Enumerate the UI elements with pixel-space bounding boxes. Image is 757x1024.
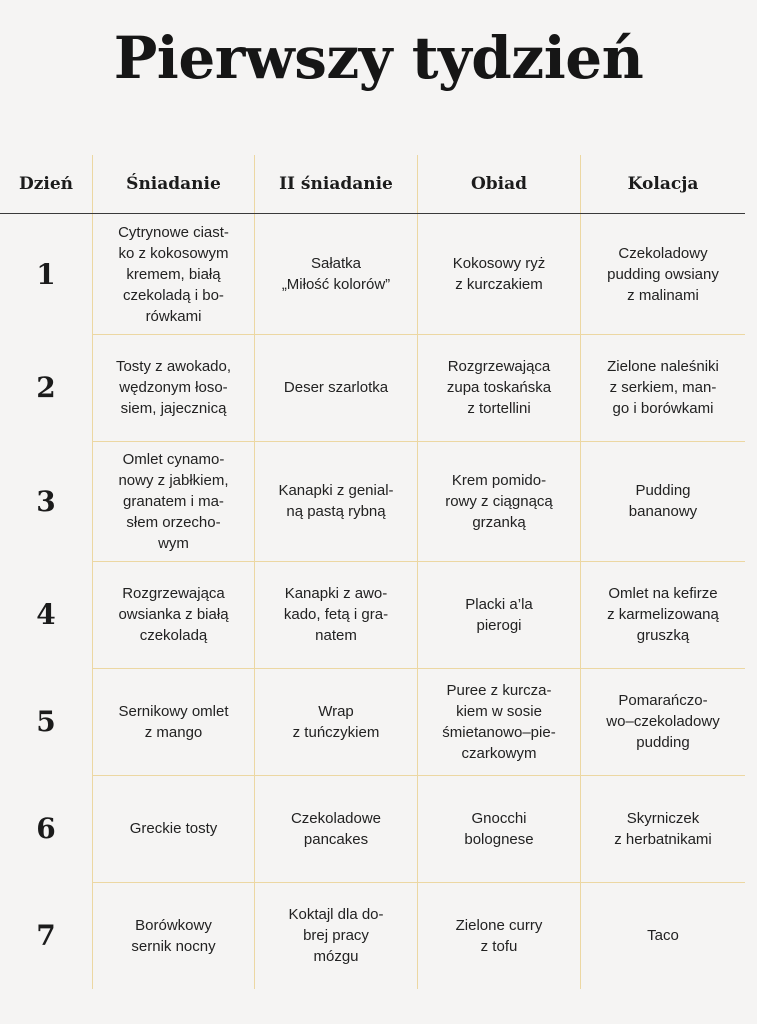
day-number: 2 [36, 371, 56, 404]
dinner-cell: Zielone naleśniki z serkiem, man- go i borówkami [580, 334, 745, 441]
day-number: 3 [36, 484, 56, 518]
table-row [0, 214, 745, 334]
header-lunch: Obiad [417, 155, 580, 213]
dinner-cell: Czekoladowy pudding owsiany z malinami [580, 214, 745, 334]
table-row [0, 882, 745, 989]
dinner-cell: Pomarańczo- wo–czekoladowy pudding [580, 668, 745, 775]
day-number: 4 [36, 598, 56, 631]
table-row [0, 668, 745, 775]
day-number: 5 [36, 705, 56, 738]
header-breakfast: Śniadanie [92, 155, 254, 213]
page-title: Pierwszy tydzień [113, 24, 644, 92]
header-day: Dzień [18, 174, 74, 194]
header-dinner: Kolacja [580, 155, 745, 213]
second-breakfast-cell: Koktajl dla do- brej pracy mózgu [254, 882, 417, 989]
lunch-cell: Puree z kurcza- kiem w sosie śmietanowo–pie- czarkowym [417, 668, 580, 775]
breakfast-cell: Sernikowy omlet z mango [92, 668, 254, 775]
day-number: 1 [36, 257, 56, 291]
dinner-cell: Omlet na kefirze z karmelizowaną gruszką [580, 561, 745, 668]
second-breakfast-cell: Kanapki z awo- kado, fetą i gra- natem [254, 561, 417, 668]
dinner-cell: Taco [580, 882, 745, 989]
breakfast-cell: Borówkowy sernik nocny [92, 882, 254, 989]
table-row [0, 441, 745, 561]
dinner-cell: Pudding bananowy [580, 441, 745, 561]
dinner-cell: Skyrniczek z herbatnikami [580, 775, 745, 882]
meal-plan-table [0, 155, 745, 989]
header-second-breakfast: II śniadanie [254, 155, 417, 213]
second-breakfast-cell: Wrap z tuńczykiem [254, 668, 417, 775]
second-breakfast-cell: Kanapki z genial- ną pastą rybną [254, 441, 417, 561]
breakfast-cell: Greckie tosty [92, 775, 254, 882]
second-breakfast-cell: Czekoladowe pancakes [254, 775, 417, 882]
second-breakfast-cell: Sałatka „Miłość kolorów” [254, 214, 417, 334]
second-breakfast-cell: Deser szarlotka [254, 334, 417, 441]
table-header-row [0, 155, 745, 214]
day-number: 7 [36, 919, 56, 952]
lunch-cell: Gnocchi bolognese [417, 775, 580, 882]
breakfast-cell: Rozgrzewająca owsianka z białą czekoladą [92, 561, 254, 668]
breakfast-cell: Tosty z awokado, wędzonym łoso- siem, jajecznicą [92, 334, 254, 441]
lunch-cell: Kokosowy ryż z kurczakiem [417, 214, 580, 334]
lunch-cell: Placki a’la pierogi [417, 561, 580, 668]
day-number: 6 [36, 812, 56, 845]
table-row [0, 561, 745, 668]
breakfast-cell: Cytrynowe ciast- ko z kokosowym kremem, białą czekoladą i bo- rówkami [92, 214, 254, 334]
table-row [0, 334, 745, 441]
lunch-cell: Krem pomido- rowy z ciągnącą grzanką [417, 441, 580, 561]
lunch-cell: Rozgrzewająca zupa toskańska z tortellini [417, 334, 580, 441]
lunch-cell: Zielone curry z tofu [417, 882, 580, 989]
breakfast-cell: Omlet cynamo- nowy z jabłkiem, granatem i ma- słem orzecho- wym [92, 441, 254, 561]
table-row [0, 775, 745, 882]
